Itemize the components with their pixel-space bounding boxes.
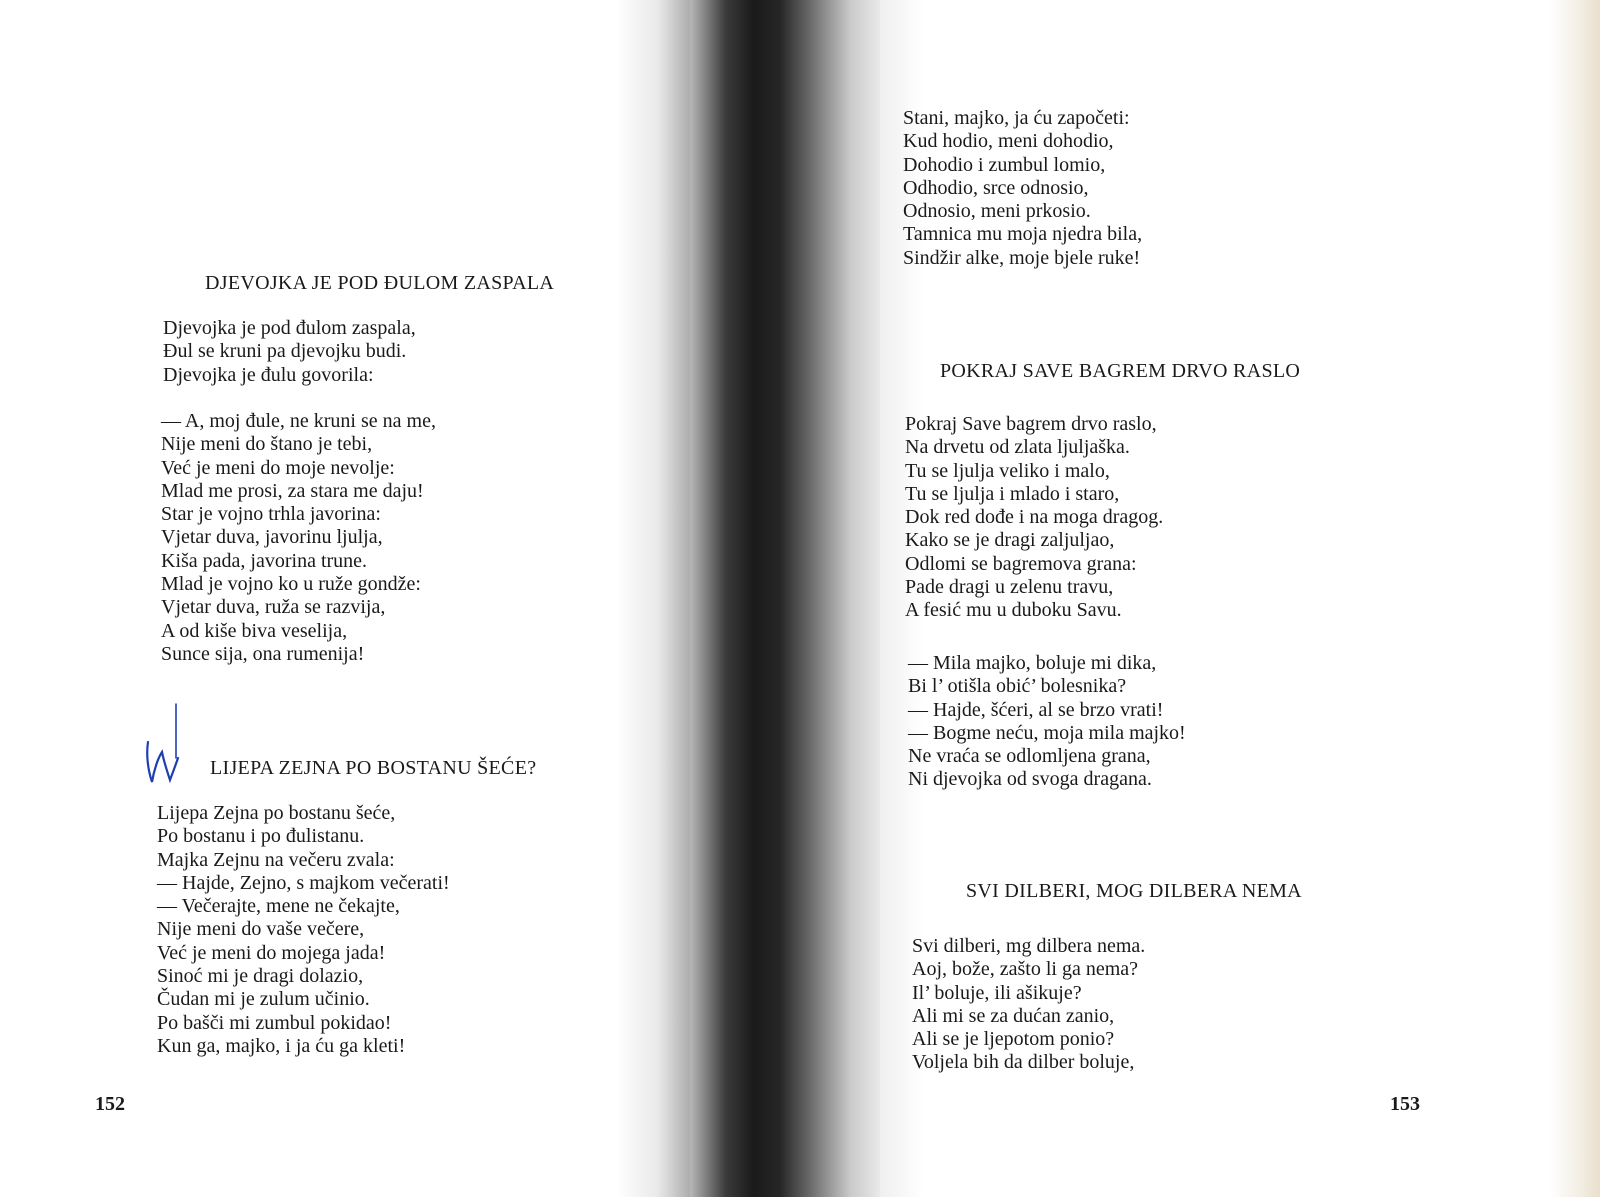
verse-line: Već je meni do moje nevolje: — [161, 456, 395, 479]
verse-line: Lijepa Zejna po bostanu šeće, — [157, 802, 396, 824]
verse-line: Bi l’ otišla obić’ bolesnika? — [908, 675, 1127, 698]
verse-line: Nije meni do vaše večere, — [157, 918, 365, 941]
verse-line: Mlad je vojno ko u ruže gondže: — [161, 573, 421, 596]
verse-line: Vjetar duva, javorinu ljulja, — [161, 526, 383, 549]
verse-line: Ali mi se za dućan zanio, — [912, 1004, 1115, 1027]
verse-line: Kako se je dragi zaljuljao, — [905, 529, 1115, 552]
stanza — [905, 413, 1163, 623]
poem-title: POKRAJ SAVE BAGREM DRVO RASLO — [940, 360, 1301, 382]
handwritten-annotation — [140, 700, 190, 790]
page-number-right: 153 — [1390, 1093, 1420, 1115]
verse-line: Svi dilberi, mg dilbera nema. — [912, 935, 1146, 957]
verse-line: Čudan mi je zulum učinio. — [157, 988, 370, 1011]
stanza — [908, 652, 1186, 792]
verse-line: Dok red dođe i na moga dragog. — [905, 506, 1164, 529]
verse-line: A od kiše biva veselija, — [161, 619, 348, 642]
verse-line: Sunce sija, ona rumenija! — [161, 642, 365, 665]
verse-line: Sindžir alke, moje bjele ruke! — [903, 246, 1141, 269]
verse-line: — Večerajte, mene ne čekajte, — [157, 895, 400, 918]
verse-line: Na drvetu od zlata ljuljaška. — [905, 436, 1130, 459]
verse-line: Odlomi se bagremova grana: — [905, 552, 1137, 575]
verse-line: Dohodio i zumbul lomio, — [903, 153, 1106, 176]
verse-line: Star je vojno trhla javorina: — [161, 503, 381, 526]
poem-title: LIJEPA ZEJNA PO BOSTANU ŠEĆE? — [210, 757, 537, 779]
verse-line: Voljela bih da dilber boluje, — [912, 1051, 1135, 1074]
stanza — [912, 935, 1145, 1075]
verse-line: Ni djevojka od svoga dragana. — [908, 768, 1152, 791]
verse-line: Majka Zejnu na večeru zvala: — [157, 848, 395, 871]
verse-line: — Bogme neću, moja mila majko! — [908, 721, 1186, 744]
stanza — [163, 317, 416, 387]
stanza — [161, 410, 436, 666]
book-gutter-shadow — [690, 0, 890, 1197]
verse-line: — A, moj đule, ne kruni se na me, — [161, 410, 436, 432]
verse-line: Djevojka je pod đulom zaspala, — [163, 317, 416, 339]
verse-line: — Mila majko, boluje mi dika, — [908, 652, 1157, 674]
verse-line: Il’ boluje, ili ašikuje? — [912, 981, 1082, 1004]
verse-line: A fesić mu u duboku Savu. — [905, 599, 1122, 622]
verse-line: Tamnica mu moja njedra bila, — [903, 223, 1143, 246]
verse-line: Aoj, bože, zašto li ga nema? — [912, 958, 1139, 981]
verse-line: Stani, majko, ja ću započeti: — [903, 107, 1130, 129]
verse-line: Po bostanu i po đulistanu. — [157, 825, 365, 848]
poem-title: DJEVOJKA JE POD ĐULOM ZASPALA — [205, 272, 555, 294]
verse-line: — Hajde, šćeri, al se brzo vrati! — [908, 698, 1164, 721]
verse-line: Sinoć mi je dragi dolazio, — [157, 965, 364, 988]
verse-line: Po bašči mi zumbul pokidao! — [157, 1011, 392, 1034]
verse-line: Djevojka je đulu govorila: — [163, 363, 374, 386]
poem-title: SVI DILBERI, MOG DILBERA NEMA — [966, 880, 1302, 902]
verse-line: Vjetar duva, ruža se razvija, — [161, 596, 386, 619]
verse-line: Već je meni do mojega jada! — [157, 941, 386, 964]
verse-line: Pokraj Save bagrem drvo raslo, — [905, 413, 1157, 435]
verse-line: Odnosio, meni prkosio. — [903, 200, 1091, 223]
page-number-left: 152 — [95, 1093, 125, 1115]
verse-line: Kiša pada, javorina trune. — [161, 549, 368, 572]
verse-line: Odhodio, srce odnosio, — [903, 176, 1089, 199]
verse-line: Nije meni do štano je tebi, — [161, 433, 373, 456]
verse-line: Tu se ljulja veliko i malo, — [905, 459, 1110, 482]
verse-line: Mlad me prosi, za stara me daju! — [161, 479, 424, 502]
verse-line: Ne vraća se odlomljena grana, — [908, 745, 1151, 768]
verse-line: Ali se je ljepotom ponio? — [912, 1028, 1115, 1051]
verse-line: — Hajde, Zejno, s majkom večerati! — [157, 871, 450, 894]
verse-line: Kud hodio, meni dohodio, — [903, 130, 1114, 153]
verse-line: Kun ga, majko, i ja ću ga kleti! — [157, 1034, 406, 1057]
verse-line: Tu se ljulja i mlado i staro, — [905, 482, 1120, 505]
verse-line: Đul se kruni pa djevojku budi. — [163, 340, 407, 363]
verse-line: Pade dragi u zelenu travu, — [905, 576, 1114, 599]
stanza — [157, 802, 450, 1058]
stanza — [903, 107, 1142, 270]
